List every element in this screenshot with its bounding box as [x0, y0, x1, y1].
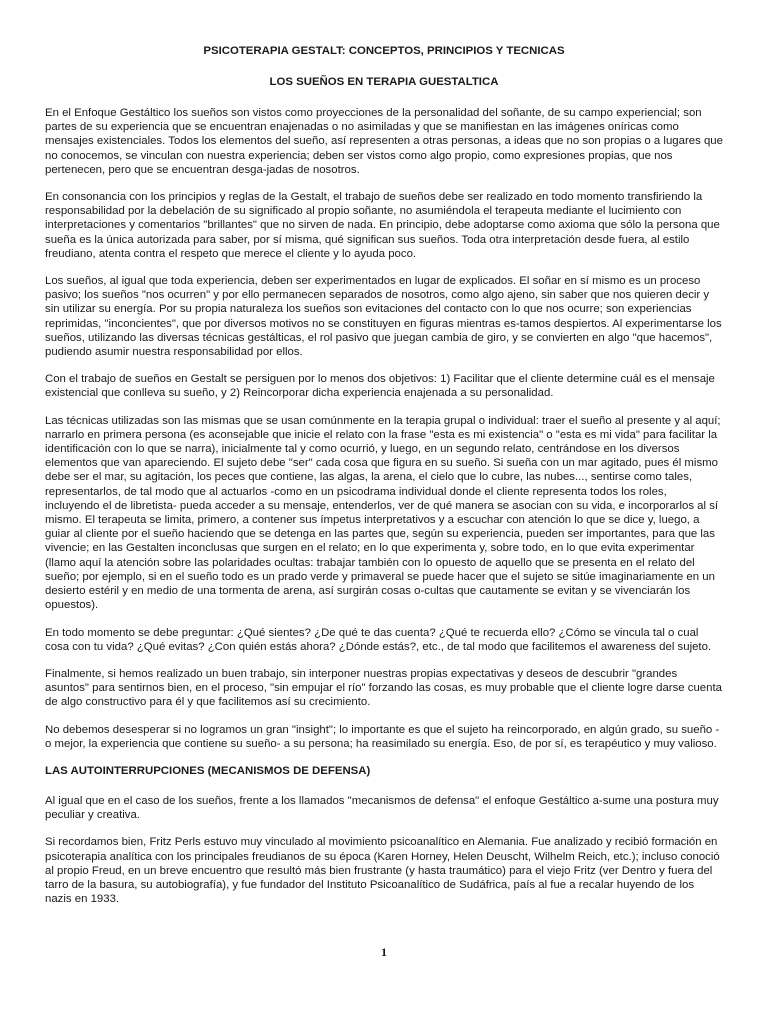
paragraph: No debemos desesperar si no logramos un gran "insight"; lo importante es que el sujeto ha reincorporado, en algún grado, su sueño -o mejor, la experiencia que contiene su sueño- a su persona; ha reasimilado su energía. Eso, de por sí, es terapéutico y muy valioso.	[45, 723, 720, 750]
paragraph: Al igual que en el caso de los sueños, frente a los llamados "mecanismos de defensa" el enfoque Gestáltico a-sume una postura muy peculiar y creativa.	[45, 794, 719, 822]
section-heading: LAS AUTOINTERRUPCIONES (MECANISMOS DE DEFENSA)	[45, 764, 371, 777]
paragraph: En todo momento se debe preguntar: ¿Qué sientes? ¿De qué te das cuenta? ¿Qué te recuerda ello? ¿Cómo se vincula tal o cual cosa con tu vida? ¿Qué evitas? ¿Con quién estás ahora? ¿Dónde estás?, etc., de tal modo que facilitemos el awareness del sujeto.	[45, 626, 712, 653]
paragraph: En el Enfoque Gestáltico los sueños son vistos como proyecciones de la personalidad del soñante, de su campo experiencial; son partes de su experiencia que se encuentran enajenadas o no asimiladas y que se manifiestan en las imágenes oníricas como mensajes existenciales. Todos los elementos del sueño, así representen a otras personas, a ideas que no son propias o a lugares que no conocemos, se vinculan con nuestra experiencia; deben ser vistos como algo propio, como expresiones propias, que nos pertenecen, pero que se encuentran desga-jadas de nosotros.	[45, 107, 723, 176]
paragraph: En consonancia con los principios y reglas de la Gestalt, el trabajo de sueños debe ser realizado en todo momento transfiriendo la responsabilidad por la debelación de su significado al propio soñante, no asumiéndola el terapeuta mediante el lucimiento con interpretaciones y comentarios "brillantes" que no sirven de nada. En principio, debe adoptarse como axioma que sólo la persona que sueña es la única autorizada para saber, por sí misma, qué significan sus sueños. Toda otra interpretación desde fuera, al estilo freudiano, atenta contra el respeto que merece el cliente y lo ayuda poco.	[45, 191, 720, 260]
document-page	[45, 44, 723, 919]
paragraph: Si recordamos bien, Fritz Perls estuvo muy vinculado al movimiento psicoanalítico en Alemania. Fue analizado y recibió formación en psicoterapia analítica con los principales freudianos de su época (Karen Horney, Helen Deuscht, Wilhelm Reich, etc.); incluso conoció al propio Freud, en un breve encuentro que resultó más bien frustrante (y hasta traumático) para el viejo Fritz (ver Dentro y fuera del tarro de la basura, su autobiografía), y fue fundador del Instituto Psicoanalítico de Sudáfrica, país al fue a recalar huyendo de los nazis en 1933.	[45, 836, 720, 906]
paragraph: Los sueños, al igual que toda experiencia, deben ser experimentados en lugar de explicados. El soñar en sí mismo es un proceso pasivo; los sueños "nos ocurren" y por ello permanecen separados de nosotros, como algo ajeno, sin saber que nos quieren decir y sin utilizar su energía. Por su propia naturaleza los sueños son evitaciones del contacto con lo que nos ocurre; son experiencias reprimidas, "inconcientes", que por diversos motivos no se constituyen en figuras mientras es-tamos despiertos. Al experimentarse los sueños, utilizando las diversas técnicas gestálticas, el rol pasivo que juegan cambia de giro, y se convierten en algo "que hacemos", pudiendo asumir nuestra responsabilidad por ellos.	[45, 275, 722, 359]
paragraph: Las técnicas utilizadas son las mismas que se usan comúnmente en la terapia grupal o individual: traer el sueño al presente y al aquí; narrarlo en primera persona (es aconsejable que inicie el relato con la frase "esta es mi existencia" o "esta es mi vida" para facilitar la identificación con lo que se narra), inicialmente tal y como ocurrió, y luego, en un segundo relato, centrándose en los diversos elementos que van apareciendo. El sujeto debe "ser" cada cosa que figura en su sueño. Si sueña con un mar agitado, pues él mismo debe ser el mar, su agitación, los peces que contiene, las algas, la arena, el cielo que lo cubre, las nubes..., sentirse como tales, representarlos, de tal modo que al actuarlos -como en un psicodrama individual donde el cliente representa todos los roles, incluyendo el de libretista- pueda acceder a su mensaje, entenderlos, ver de qué manera se asocian con su vida, e incorporarlos al sí mismo. El terapeuta se limita, primero, a contener sus ímpetus interpretativos y a escuchar con atención lo que se dice y, luego, a guiar al cliente por el sueño haciendo que se detenga en las partes que, según su experiencia, pueden ser importantes, para que las vivencie; en las Gestalten inconclusas que surgen en el relato; en lo que experimenta y, sobre todo, en lo que evita experimentar (llamo aquí la atención sobre las polaridades ocultas: trabajar también con lo opuesto de aquello que se presenta en el relato del sueño; por ejemplo, si en el sueño todo es un prado verde y primaveral se puede hacer que el sujeto se sitúe imaginariamente en un desierto estéril y en medio de una tormenta de arena, así surgirán cosas o-cultas que cautamente se evitan y se vivenciarán los opuestos).	[45, 414, 721, 612]
page-number: 1	[381, 945, 387, 959]
document-title: PSICOTERAPIA GESTALT: CONCEPTOS, PRINCIPIOS Y TECNICAS	[203, 45, 565, 57]
paragraph: Finalmente, si hemos realizado un buen trabajo, sin interponer nuestras propias expectativas y deseos de descubrir "grandes asuntos" para sentirnos bien, en el proceso, "sin empujar el río" forzando las cosas, es muy probable que el cliente logre darse cuenta de algo constructivo para él y que facilitemos así su crecimiento.	[45, 667, 722, 709]
paragraph: Con el trabajo de sueños en Gestalt se persiguen por lo menos dos objetivos: 1) Facilitar que el cliente determine cuál es el mensaje existencial que conlleva su sueño, y 2) Reincorporar dicha experiencia enajenada a su personalidad.	[45, 373, 715, 400]
section-subtitle: LOS SUEÑOS EN TERAPIA GUESTALTICA	[269, 76, 499, 88]
